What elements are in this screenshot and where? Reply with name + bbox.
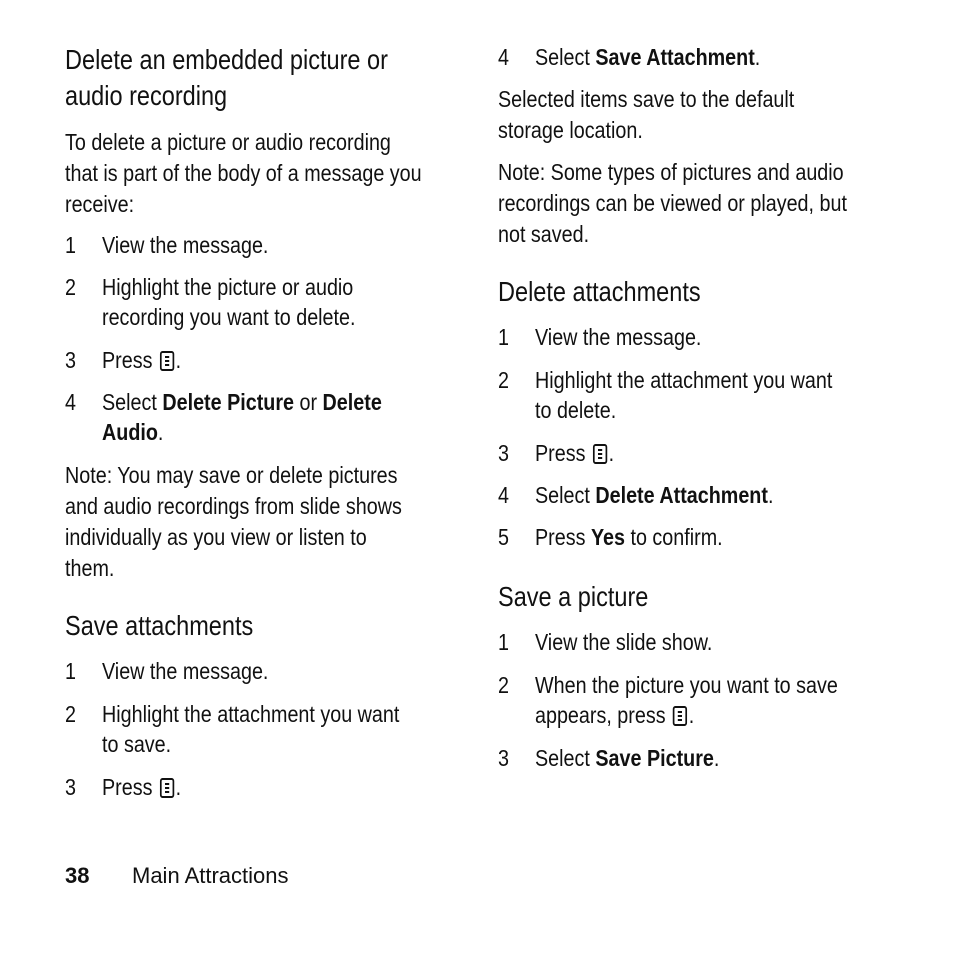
menu-key-icon — [160, 351, 174, 371]
menu-key-icon — [673, 706, 687, 726]
heading-delete-embedded: Delete an embedded picture or audio recording — [65, 44, 388, 111]
heading-save-attachments: Save attachments — [65, 610, 254, 641]
menu-key-icon — [593, 444, 607, 464]
intro-paragraph: To delete a picture or audio recording that is part of the body of a message you receive: — [65, 129, 422, 217]
section-name: Main Attractions — [132, 863, 289, 888]
note-paragraph: Note: You may save or delete pictures and audio recordings from slide shows individually as you view or listen to them. — [65, 462, 402, 581]
menu-key-icon — [160, 778, 174, 798]
heading-save-picture: Save a picture — [498, 581, 649, 612]
note-paragraph: Note: Some types of pictures and audio recordings can be viewed or played, but not saved. — [498, 159, 847, 247]
saved-paragraph: Selected items save to the default storage location. — [498, 86, 795, 143]
heading-delete-attachments: Delete attachments — [498, 276, 701, 307]
page-number: 38 — [65, 863, 90, 888]
